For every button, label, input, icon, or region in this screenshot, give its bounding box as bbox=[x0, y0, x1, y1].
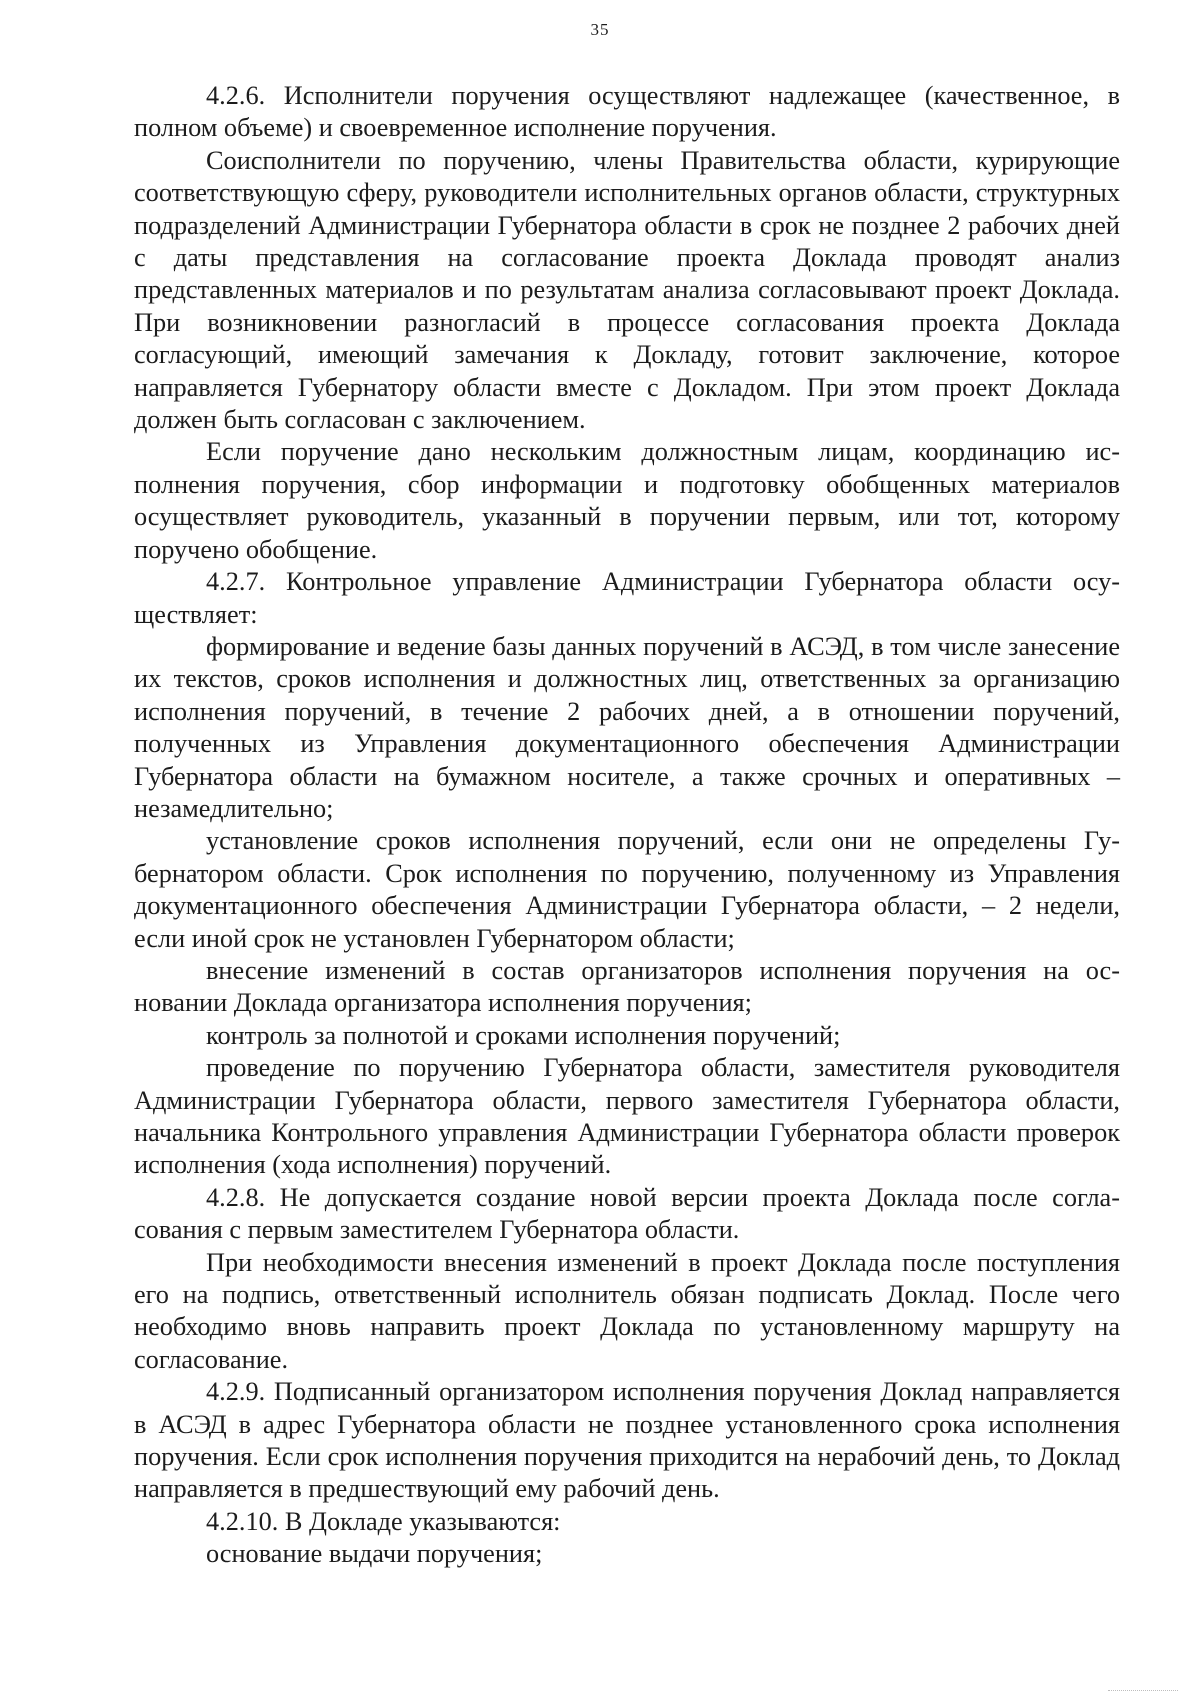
list-item-control: контроль за полнотой и сроками исполнения поручений; bbox=[206, 1020, 841, 1050]
paragraph-multiple-officials: Если поручение дано нескольким должностным лицам, координацию исполнения поручения, сбор информации и подготовку обобщенных материалов осуществляет руководитель, указанный в поручении первым, или тот, которому поручено обобщение. bbox=[134, 437, 1120, 564]
list-item-database: формирование и ведение базы данных поручений в АСЭД, в том числе занесение их текстов, сроков исполнения и должностных лиц, ответственных за организацию исполнения поручений, в течение 2 рабочих дней, а в отношении поручений, полученных из Управления документационного обеспечения Администрации Губернатора области на бумажном носителе, а также срочных и оперативных – незамедлительно; bbox=[134, 631, 1120, 823]
list-item-changes: внесение изменений в состав организаторов исполнения поручения на основании Доклада организатора исполнения поручения; bbox=[134, 955, 1120, 1018]
paragraph-changes-after-signing: При необходимости внесения изменений в проект Доклада после поступления его на подпись, ответственный исполнитель обязан подписать Доклад. После чего необходимо вновь направить проект Доклада по установленному маршруту на согласование. bbox=[134, 1247, 1120, 1374]
list-item-deadlines: установление сроков исполнения поручений, если они не определены Губернатором области. Срок исполнения по поручению, полученному из Управления документационного обеспечения Администрации Губернатора области, – 2 недели, если иной срок не установлен Губернатором области; bbox=[134, 826, 1120, 953]
scan-artifact bbox=[1108, 1678, 1178, 1691]
list-item-basis: основание выдачи поручения; bbox=[206, 1539, 543, 1569]
list-item-inspections: проведение по поручению Губернатора области, заместителя руководителя Администрации Губернатора области, первого заместителя Губернатора области, начальника Контрольного управления Администрации Губернатора области проверок исполнения (хода исполнения) поручений. bbox=[134, 1053, 1120, 1180]
page-number: 35 bbox=[590, 20, 610, 39]
paragraph-4-2-7: 4.2.7. Контрольное управление Администрации Губернатора области осуществляет: bbox=[134, 567, 1120, 629]
paragraph-4-2-6: 4.2.6. Исполнители поручения осуществляют надлежащее (качественное, в полном объеме) и своевременное исполнение поручения. bbox=[134, 81, 1120, 143]
paragraph-4-2-10: 4.2.10. В Докладе указываются: bbox=[206, 1506, 561, 1536]
paragraph-4-2-8: 4.2.8. Не допускается создание новой версии проекта Доклада после согласования с первым заместителем Губернатора области. bbox=[134, 1182, 1120, 1245]
paragraph-co-executors: Соисполнители по поручению, члены Правительства области, курирующие соответствующую сферу, руководители исполнительных органов области, структурных подразделений Администрации Губернатора области в срок не позднее 2 рабочих дней с даты представления на согласование проекта Доклада проводят анализ представленных материалов и по результатам анализа согласовывают проект Доклада. При возникновении разногласий в процессе согласования проекта Доклада согласующий, имеющий замечания к Докладу, готовит заключение, которое направляется Губернатору области вместе с Докладом. При этом проект Доклада должен быть согласован с заключением. bbox=[134, 145, 1120, 435]
document-body bbox=[134, 80, 1120, 1571]
paragraph-4-2-9: 4.2.9. Подписанный организатором исполнения поручения Доклад направляется в АСЭД в адрес Губернатора области не позднее установленного срока исполнения поручения. Если срок исполнения поручения приходится на нерабочий день, то Доклад направляется в предшествующий ему рабочий день. bbox=[134, 1377, 1120, 1504]
